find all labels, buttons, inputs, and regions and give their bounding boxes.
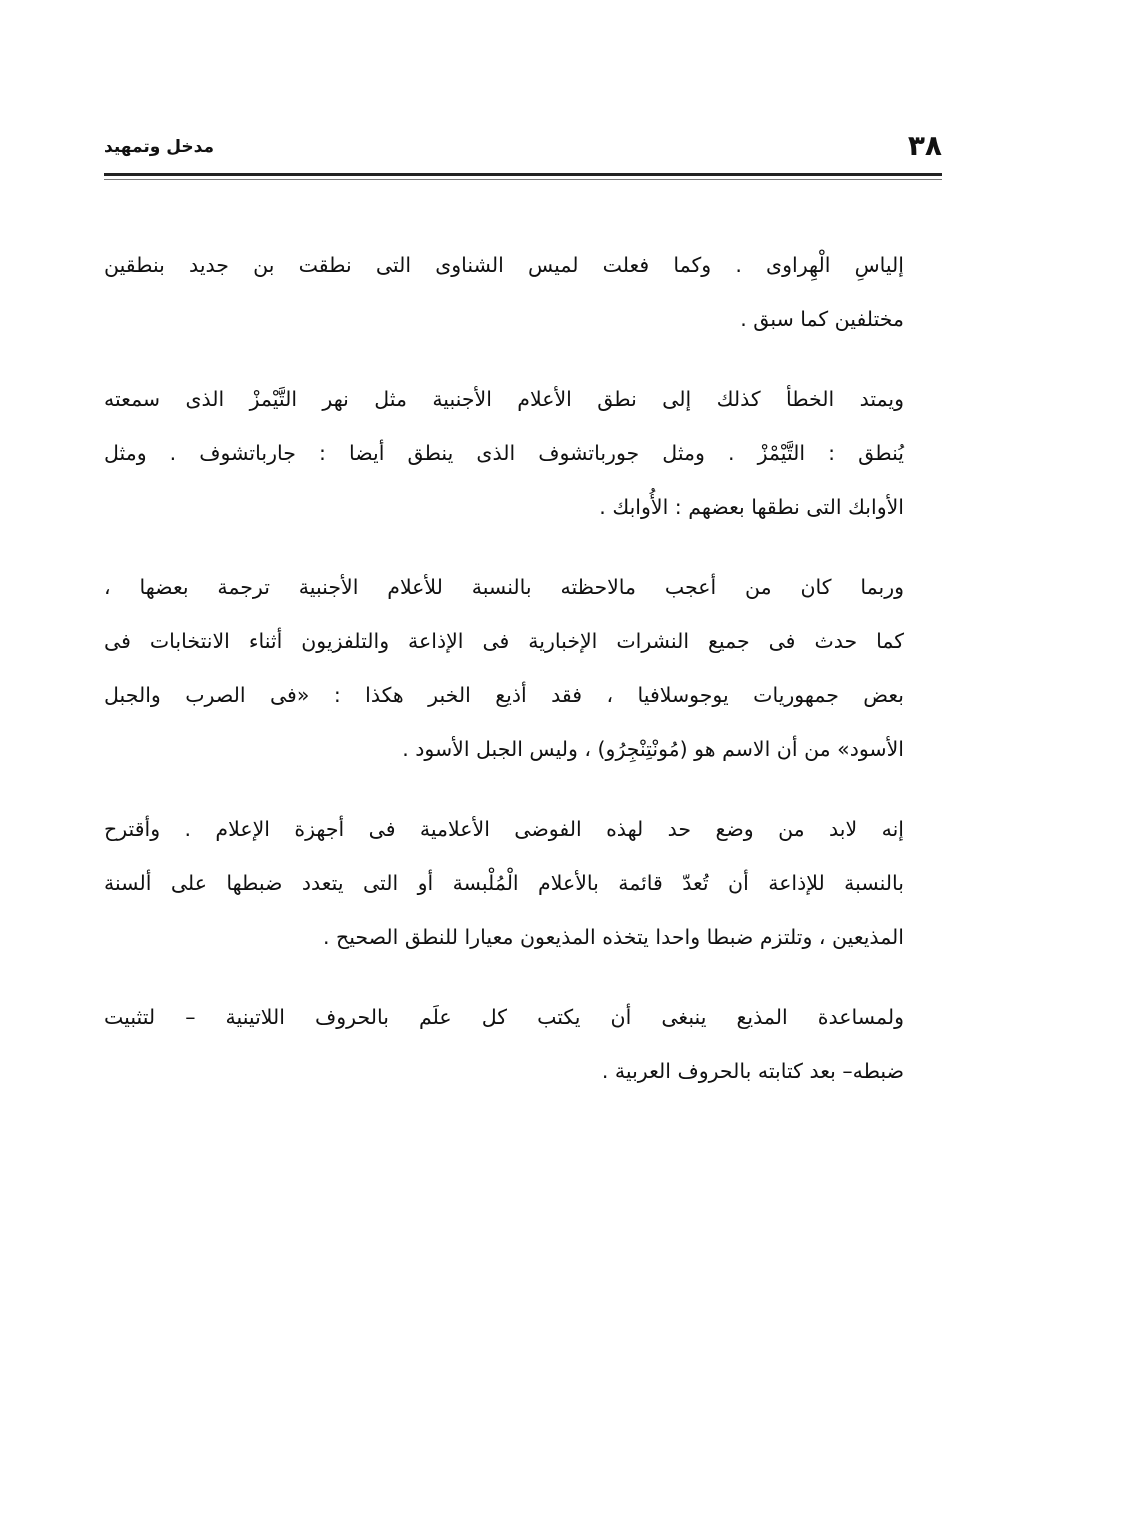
text-line: الأسود» من أن الاسم هو (مُونْتِنْجِرُو) ، وليس الجبل الأسود . (402, 737, 904, 761)
running-title: مدخل وتمهيد (104, 137, 215, 157)
text-line: مختلفين كما سبق . (740, 307, 904, 331)
text-line: ولمساعدة المذيع ينبغى أن يكتب كل علَم بالحروف اللاتينية – لتثبيت (104, 1005, 904, 1029)
paragraph (104, 560, 942, 776)
text-line: يُنطق : التَّيْمْزْ . ومثل جورباتشوف الذى ينطق أيضا : جارباتشوف . ومثل (104, 441, 904, 465)
text-line: بالنسبة للإذاعة أن تُعدّ قائمة بالأعلام الْمُلْبسة أو التى يتعدد ضبطها على ألسنة (104, 871, 904, 895)
header-rule-secondary (104, 179, 942, 180)
text-line: كما حدث فى جميع النشرات الإخبارية فى الإذاعة والتلفزيون أثناء الانتخابات فى (104, 629, 904, 653)
text-line: بعض جمهوريات يوجوسلافيا ، فقد أذيع الخبر هكذا : «فى الصرب والجبل (104, 683, 904, 707)
text-line: المذيعين ، وتلتزم ضبطا واحدا يتخذه المذيعون معيارا للنطق الصحيح . (322, 925, 904, 949)
header-rule (104, 173, 942, 176)
paragraph (104, 990, 942, 1098)
text-line: ضبطه– بعد كتابته بالحروف العربية . (601, 1059, 904, 1083)
page-number: ٣٨ (907, 129, 942, 162)
text-line: إنه لابد من وضع حد لهذه الفوضى الأعلامية فى أجهزة الإعلام . وأقترح (104, 817, 904, 841)
body-text (104, 238, 942, 1124)
text-line: وربما كان من أعجب مالاحظته بالنسبة للأعلام الأجنبية ترجمة بعضها ، (104, 575, 904, 599)
paragraph (104, 238, 942, 346)
paragraph (104, 372, 942, 534)
text-line: ويمتد الخطأ كذلك إلى نطق الأعلام الأجنبية مثل نهر التَّيْمزْ الذى سمعته (104, 387, 904, 411)
text-line: إلياسِ الْهِراوى . وكما فعلت لميس الشناوى التى نطقت بن جديد بنطقين (104, 253, 904, 277)
page-header (104, 128, 942, 164)
paragraph (104, 802, 942, 964)
text-line: الأوابك التى نطقها بعضهم : الأُوابك . (599, 495, 904, 519)
